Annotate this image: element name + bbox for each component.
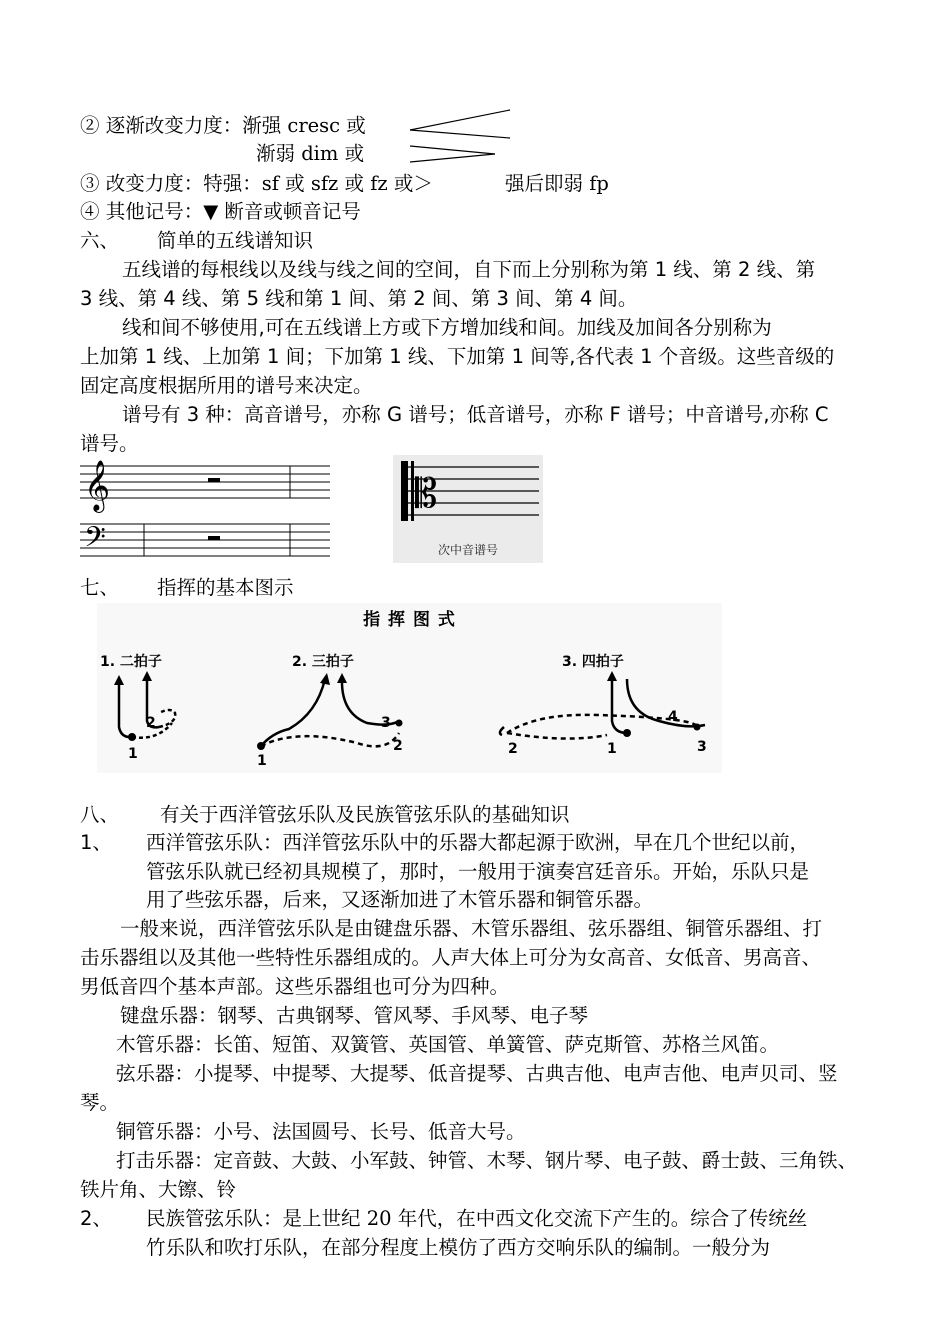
section6-p3-line1: 谱号有 3 种：高音谱号，亦称 G 谱号；低音谱号，亦称 F 谱号；中音谱号,亦称 C: [122, 403, 829, 426]
dynamics-fp-text: 强后即弱 fp: [505, 172, 609, 195]
section6-heading: [80, 227, 313, 255]
tenor-clef-caption: 次中音谱号: [437, 543, 498, 557]
section6-p1-line2: 3 线、第 4 线、第 5 线和第 1 间、第 2 间、第 3 间、第 4 间。: [80, 287, 638, 310]
item1-line3: 用了些弦乐器，后来，又逐渐加进了木管乐器和铜管乐器。: [146, 888, 654, 911]
section6-number: 六、: [80, 229, 120, 252]
dynamics-staccato-line: ④ 其他记号：▼ 断音或顿音记号: [80, 200, 361, 223]
section8-title: 有关于西洋管弦乐队及民族管弦乐队的基础知识: [160, 803, 570, 826]
treble-clef-icon: 𝄞: [84, 460, 111, 511]
beat-3-label: 3: [697, 739, 707, 755]
grand-staff-figure: [80, 458, 330, 568]
section6-p3-line2: 谱号。: [80, 432, 139, 455]
rest-icon: [208, 478, 220, 482]
string-instruments-line2: 琴。: [80, 1091, 120, 1114]
section7-heading: [80, 574, 294, 602]
tenor-clef-figure: [393, 455, 543, 563]
brass-instruments: 铜管乐器：小号、法国圆号、长号、低音大号。: [116, 1120, 526, 1143]
woodwind-instruments: 木管乐器：长笛、短笛、双簧管、英国管、单簧管、萨克斯管、苏格兰风笛。: [116, 1033, 780, 1056]
section7-number: 七、: [80, 576, 120, 599]
section7-title: 指挥的基本图示: [157, 576, 294, 599]
beat-3-label: 3: [381, 715, 391, 731]
string-instruments-line1: 弦乐器：小提琴、中提琴、大提琴、低音提琴、古典吉他、电声吉他、电声贝司、竖: [116, 1062, 838, 1085]
dynamics-accent-line: ③ 改变力度：特强：sf 或 sfz 或 fz 或＞: [80, 172, 433, 195]
dynamics-diminuendo-line: 渐弱 dim 或: [256, 142, 365, 165]
item2-line2: 竹乐队和吹打乐队，在部分程度上模仿了西方交响乐队的编制。一般分为: [146, 1236, 771, 1259]
beat-1-label: 1: [257, 753, 267, 769]
orchestra-p-line3: 男低音四个基本声部。这些乐器组也可分为四种。: [80, 975, 510, 998]
section8-heading: [80, 801, 570, 829]
orchestra-p-line2: 击乐器组以及其他一些特性乐器组成的。人声大体上可分为女高音、女低音、男高音、: [80, 946, 822, 969]
item1-number: 1、: [80, 831, 112, 854]
beat-1-label: 1: [128, 746, 138, 762]
rest-icon: [208, 536, 220, 540]
item1-line2: 管弦乐队就已经初具规模了，那时，一般用于演奏宫廷音乐。开始，乐队只是: [146, 860, 810, 883]
percussion-instruments-line1: 打击乐器：定音鼓、大鼓、小军鼓、钟管、木琴、钢片琴、电子鼓、爵士鼓、三角铁、: [116, 1149, 858, 1172]
conducting-patterns-figure: [97, 603, 722, 773]
item2-line1: 民族管弦乐队：是上世纪 20 年代，在中西文化交流下产生的。综合了传统丝: [146, 1207, 808, 1230]
section6-p2-line1: 线和间不够使用,可在五线谱上方或下方增加线和间。加线及加间各分别称为: [122, 316, 772, 339]
item1-line1: 西洋管弦乐队：西洋管弦乐队中的乐器大都起源于欧洲，早在几个世纪以前，: [146, 831, 810, 854]
beat-2-label: 2: [393, 738, 403, 754]
quadruple-label: 3. 四拍子: [562, 654, 624, 670]
conducting-figure-title: 指 挥 图 式: [363, 610, 456, 630]
hairpin-icons: [405, 108, 515, 168]
section6-title: 简单的五线谱知识: [157, 229, 314, 252]
section6-p2-line2: 上加第 1 线、上加第 1 间；下加第 1 线、下加第 1 间等,各代表 1 个音级。这些音级的: [80, 345, 835, 368]
bass-clef-icon: 𝄢: [84, 521, 106, 561]
section8-number: 八、: [80, 803, 120, 826]
beat-4-label: 4: [668, 709, 678, 725]
beat-2-label: 2: [146, 715, 156, 731]
beat-1-label: 1: [607, 741, 617, 757]
dynamics-crescendo-line: ② 逐渐改变力度：渐强 cresc 或: [80, 114, 366, 137]
duple-label: 1. 二拍子: [100, 654, 162, 670]
section6-p1-line1: 五线谱的每根线以及线与线之间的空间，自下而上分别称为第 1 线、第 2 线、第: [122, 258, 816, 281]
beat-2-label: 2: [508, 741, 518, 757]
keyboard-instruments: 键盘乐器：钢琴、古典钢琴、管风琴、手风琴、电子琴: [120, 1004, 589, 1027]
percussion-instruments-line2: 铁片角、大镲、铃: [80, 1178, 237, 1201]
triple-label: 2. 三拍子: [292, 654, 354, 670]
c-clef-icon: 𝄡: [415, 471, 438, 517]
section6-p2-line3: 固定高度根据所用的谱号来决定。: [80, 374, 373, 397]
item2-number: 2、: [80, 1207, 112, 1230]
orchestra-p-line1: 一般来说，西洋管弦乐队是由键盘乐器、木管乐器组、弦乐器组、铜管乐器组、打: [120, 917, 823, 940]
